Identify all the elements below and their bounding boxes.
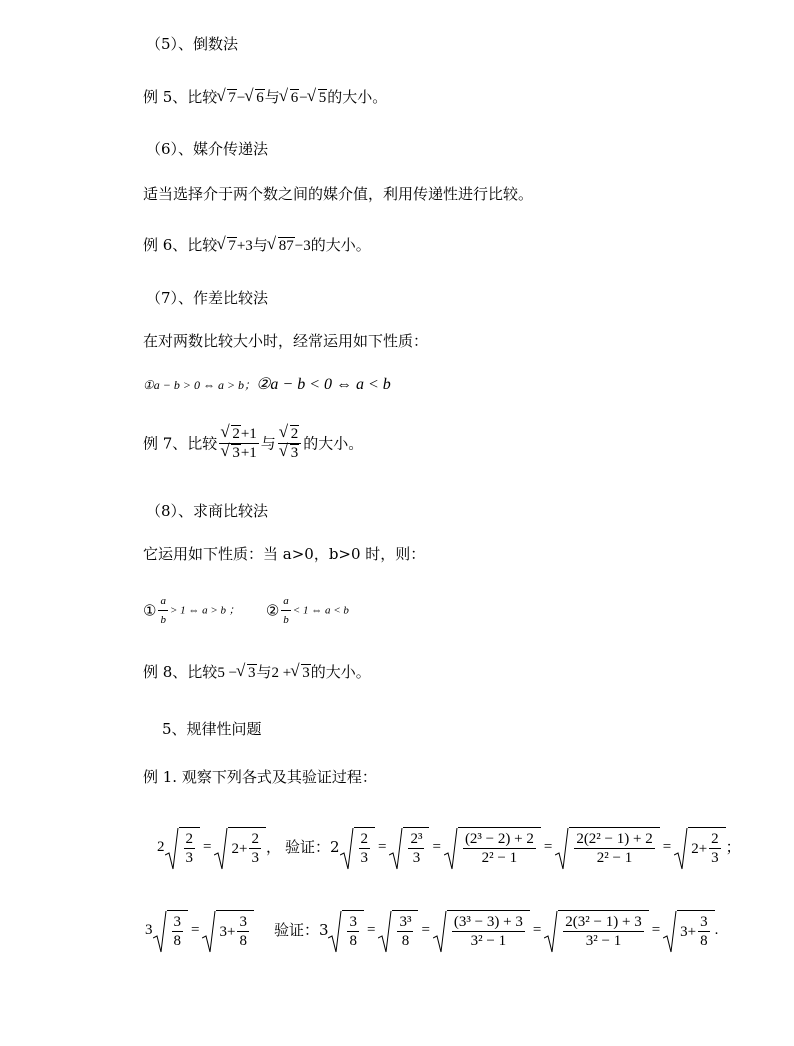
section-7-text: 在对两数比较大小时，经常运用如下性质： [143, 332, 429, 350]
section-6-text: 适当选择介于两个数之间的媒介值，利用传递性进行比较。 [143, 185, 534, 203]
section-8-properties: ① $\frac{a}{b}$ > 1 ⇔ a > b ； ② $\frac{a}{b}$ < 1 ⇔ a < b [143, 592, 349, 629]
section-5-regularity-heading: 5、规律性问题 [162, 720, 262, 738]
example-7: 例 7、比较 √ 2+1 √ 3+1 与 √ 2 √ 3 的大小。 [143, 425, 363, 462]
verification-line-1: 2 2 3 = 2+ $\frac{2}{3}$ ， 验证：2 2 3 = 2³ 3 = (2³ − 2) + 2 2² − 1 = 2(2² − 1) + 2 2² − 1 = 2+ $\frac{2}{3}$ ； [157, 822, 741, 872]
section-7-properties: ①a − b > 0 ⇔ a > b；②a − b < 0 ⇔ a < b [143, 376, 391, 393]
example-8: 例 8、比较5 −√ 3与2 +√ 3的大小。 [143, 662, 371, 683]
section-7-heading: （7）、作差比较法 [146, 289, 269, 307]
example-5: 例 5、比较√ 7−√ 6与√ 6−√ 5的大小。 [143, 87, 387, 108]
section-8-heading: （8）、求商比较法 [146, 502, 269, 520]
example-1-intro: 例 1. 观察下列各式及其验证过程： [143, 768, 377, 786]
fraction-1: √ 2+1 √ 3+1 [219, 425, 258, 462]
example-6: 例 6、比较√ 7+3与√ 87−3的大小。 [143, 235, 371, 256]
section-5-heading: （5）、倒数法 [146, 35, 239, 53]
section-8-text: 它运用如下性质：当 a>0，b>0 时，则： [143, 545, 426, 563]
fraction-2: √ 2 √ 3 [278, 425, 302, 462]
section-6-heading: （6）、媒介传递法 [146, 140, 269, 158]
verification-line-2: 3 3 8 = 3+ $\frac{3}{8}$ 验证：3 3 8 = 3³ 8 = (3³ − 3) + 3 3² − 1 = 2(3² − 1) + 3 3² − 1 = 3+ $\frac{3}{8}$ . [145, 905, 718, 955]
